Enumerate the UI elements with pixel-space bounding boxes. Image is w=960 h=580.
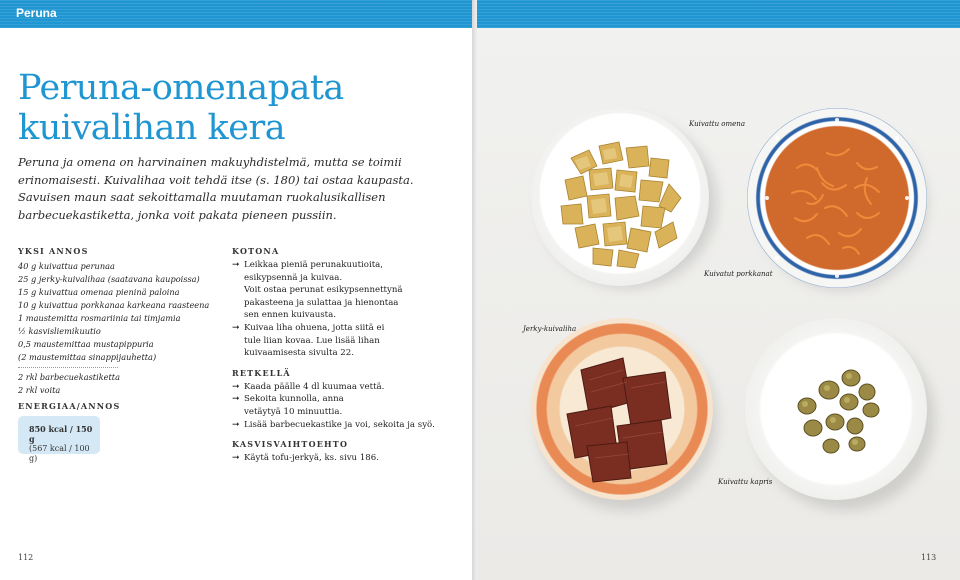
page-number-right: 113 [921,553,937,562]
ingredient-item: ½ kasvisliemikuutio [18,326,101,336]
jerky-bowl [531,318,713,500]
step-line: vetäytyä 10 minuuttia. [244,406,343,417]
veg-heading: KASVISVAIHTOEHTO [232,439,349,450]
arrow-right-icon: ➞ [232,394,240,405]
section-header-bar [0,0,472,28]
apple-bowl [531,108,709,286]
step-line: Voit ostaa perunat esikypsennettynä [244,285,403,296]
step-line: Leikkaa pieniä perunakuutioita, [244,260,384,270]
ingredients-column [18,246,218,397]
ingredient-item: 25 g jerky-kuivalihaa (saatavana kaupoissa) [18,274,200,284]
ingredient-item: 2 rkl barbecuekastiketta [18,372,120,382]
step-item [232,393,462,418]
intro-line: erinomaisesti. Kuivalihaa voit tehdä itse (s. 180) tai ostaa kaupasta. [18,172,414,187]
step-line: kuivaamisesta sivulta 22. [244,348,354,359]
arrow-right-icon: ➞ [232,381,240,392]
step-line: pakasteena ja sulattaa ja hienontaa [244,297,399,308]
arrow-right-icon: ➞ [232,453,240,464]
arrow-right-icon: ➞ [232,322,240,333]
step-line: Lisää barbecuekastike ja voi, sekoita ja syö. [244,419,435,430]
step-item [232,322,462,360]
jerky-slices [531,318,713,500]
step-item [232,381,462,394]
energy-heading: ENERGIAA/ANNOS [18,401,121,411]
veg-section [232,439,462,465]
dried-apple-pieces [531,108,709,286]
step-item [232,259,462,322]
step-item [232,452,462,465]
section-label: Peruna [16,6,57,20]
step-line: esikypsennä ja kuivaa. [244,272,343,283]
ingredient-divider [18,367,118,368]
label-dried-apple: Kuivattu omena [689,120,745,128]
section-header-bar-right [477,0,960,28]
ingredient-list [18,260,218,397]
ingredient-item: 1 maustemitta rosmariinia tai timjamia [18,313,181,323]
arrow-right-icon: ➞ [232,419,240,430]
intro-line: Peruna ja omena on harvinainen makuyhdistelmä, mutta se toimii [18,155,402,169]
right-page-photo [477,28,960,580]
step-line: sen ennen kuivausta. [244,310,336,321]
step-line: Käytä tofu-jerkyä, ks. sivu 186. [244,453,379,464]
step-item [232,419,462,432]
step-line: Sekoita kunnolla, anna [244,394,344,405]
dried-capers [745,318,927,500]
carrot-bowl [747,108,927,288]
home-heading: KOTONA [232,246,280,256]
recipe-title [18,68,344,148]
step-line: Kuivaa liha ohuena, jotta siitä ei [244,322,385,333]
recipe-title-line: Peruna-omenapata [18,68,344,108]
dried-carrot-shreds [747,108,927,288]
label-dried-carrot: Kuivatut porkkanat [704,270,773,278]
left-page [0,28,472,580]
label-jerky: Jerky-kuivaliha [523,325,577,333]
intro-line: barbecuekastiketta, jonka voit pakata pieneen pussiin. [18,207,337,222]
ingredient-item: 2 rkl voita [18,385,61,395]
recipe-intro [18,154,448,224]
page-number-left: 112 [18,553,34,562]
label-dried-caper: Kuivattu kapris [718,478,773,486]
camp-section [232,368,462,431]
home-section [232,246,462,360]
step-line: tule liian kovaa. Lue lisää lihan [244,335,380,346]
ingredient-item: (2 maustemittaa sinappijauhetta) [18,352,157,362]
arrow-right-icon: ➞ [232,260,240,270]
camp-heading: RETKELLÄ [232,367,291,378]
ingredient-item: 40 g kuivattua perunaa [18,261,115,271]
ingredient-item: 10 g kuivattua porkkanaa karkeana raasteena [18,300,210,310]
intro-line: Savuisen maun saat sekoittamalla muutaman ruokalusikallisen [18,190,386,204]
energy-box [18,416,100,463]
step-line: Kaada päälle 4 dl kuumaa vettä. [244,381,385,392]
steps-column [232,246,462,473]
ingredients-heading: YKSI ANNOS [18,246,89,256]
caper-bowl [745,318,927,500]
ingredient-item: 0,5 maustemittaa mustapippuria [18,339,154,349]
energy-value: 850 kcal / 150 g [29,424,93,444]
ingredient-item: 15 g kuivattua omenaa pieninä paloina [18,287,180,297]
recipe-title-line: kuivalihan kera [18,108,286,148]
energy-value-per-100g: (567 kcal / 100 g) [29,444,90,463]
